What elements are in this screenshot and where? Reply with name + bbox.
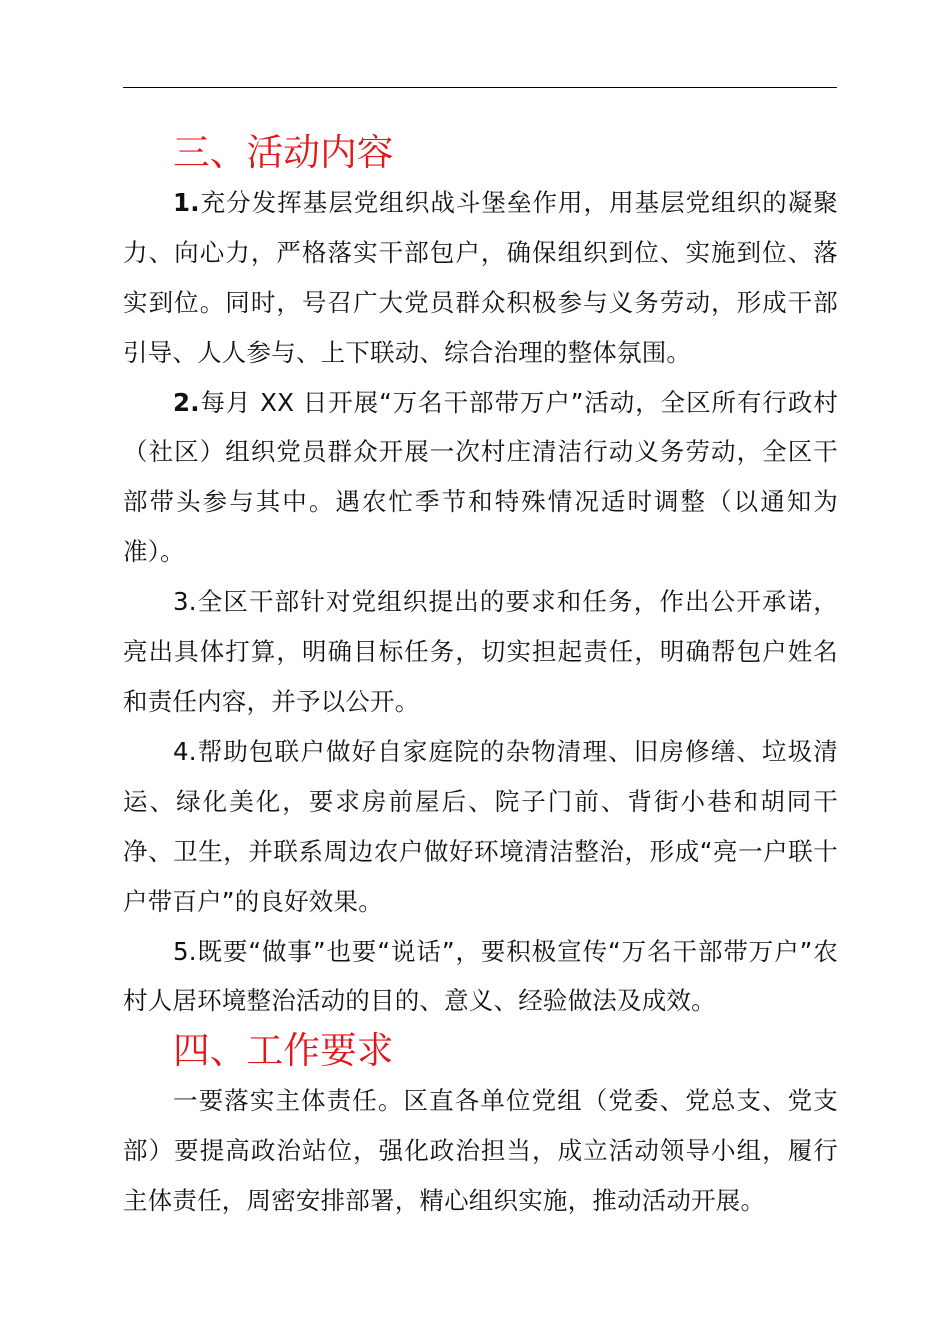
item-text: 全区干部针对党组织提出的要求和任务，作出公开承诺，亮出具体打算，明确目标任务，切实担起责任，明确帮包户姓名和责任内容，并予以公开。 [123,587,838,716]
item-number: 5. [173,936,197,966]
item-text: 每月 XX 日开展“万名干部带万户”活动，全区所有行政村（社区）组织党员群众开展一次村庄清洁行动义务劳动，全区干部带头参与其中。遇农忙季节和特殊情况适时调整（以通知为准）。 [123,387,838,567]
item-number: 3. [173,587,197,617]
activity-item-2 [123,378,838,578]
header-rule [123,87,837,88]
item-number: 4. [173,736,197,766]
activity-item-5 [123,927,838,1027]
item-number: 2. [173,387,200,417]
activity-item-4 [123,727,838,927]
activity-item-3 [123,577,838,727]
item-text: 帮助包联户做好自家庭院的杂物清理、旧房修缮、垃圾清运、绿化美化，要求房前屋后、院子门前、背街小巷和胡同干净、卫生，并联系周边农户做好环境清洁整治，形成“亮一户联十户带百户”的良好效果。 [123,736,838,916]
item-text: 充分发挥基层党组织战斗堡垒作用，用基层党组织的凝聚力、向心力，严格落实干部包户，确保组织到位、实施到位、落实到位。同时，号召广大党员群众积极参与义务劳动，形成干部引导、人人参与、上下联动、综合治理的整体氛围。 [123,187,838,367]
item-text: 既要“做事”也要“说话”，要积极宣传“万名干部带万户”农村人居环境整治活动的目的、意义、经验做法及成效。 [123,936,838,1016]
section-heading-requirements: 四、工作要求 [173,1029,394,1073]
section-heading-activities: 三、活动内容 [173,131,394,174]
activity-item-1 [123,178,838,378]
document-body [123,128,838,1226]
item-number: 1. [173,187,200,217]
requirement-paragraph-1: 一要落实主体责任。区直各单位党组（党委、党总支、党支部）要提高政治站位，强化政治担当，成立活动领导小组，履行主体责任，周密安排部署，精心组织实施，推动活动开展。 [123,1086,838,1216]
